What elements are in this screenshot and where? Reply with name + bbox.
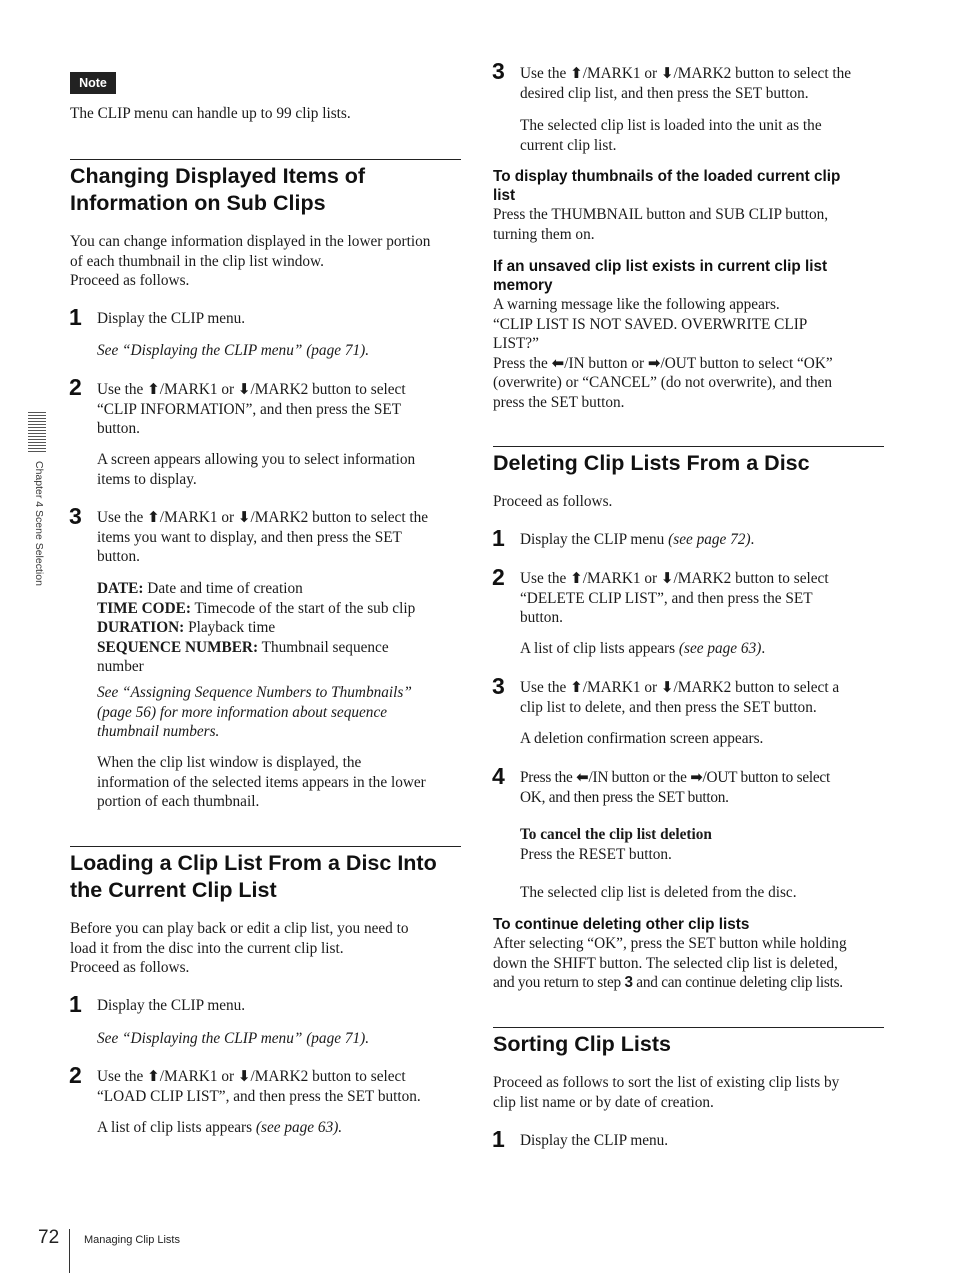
paragraph: After selecting “OK”, press the SET button while holding down the SHIFT button. The selected clip list is deleted, and you return to step 3 and can continue deleting clip lists.: [493, 935, 847, 991]
step-number: 3: [69, 503, 82, 529]
down-arrow-icon: ⬇: [237, 380, 251, 398]
section-title-loading-clip-list: Loading a Clip List From a Disc Into the Current Clip List: [70, 851, 437, 902]
footer-divider: [69, 1229, 70, 1273]
paragraph: Press the THUMBNAIL button and SUB CLIP button, turning them on.: [493, 206, 829, 243]
down-arrow-icon: ⬇: [660, 569, 674, 587]
step-number: 3: [492, 58, 505, 84]
step-text: Display the CLIP menu.: [520, 1132, 669, 1149]
section-intro: Proceed as follows.: [493, 493, 613, 510]
subheading-display-thumbnails: To display thumbnails of the loaded current clip list: [493, 168, 841, 204]
step-number: 1: [492, 1126, 505, 1152]
step-text: Use the ⬆/MARK1 or ⬇/MARK2 button to select “CLIP INFORMATION”, and then press the SET button.: [97, 380, 406, 437]
step-number: 2: [69, 374, 82, 400]
down-arrow-icon: ⬇: [660, 678, 674, 696]
step-result: A list of clip lists appears (see page 63).: [520, 640, 766, 657]
section-intro: You can change information displayed in the lower portion of each thumbnail in the clip list window. Proceed as follows.: [70, 233, 431, 289]
left-arrow-icon: ⬅: [576, 768, 589, 786]
section-title-sorting-clip-lists: Sorting Clip Lists: [493, 1032, 671, 1056]
step-number: 2: [492, 564, 505, 590]
step-number: 1: [69, 304, 82, 330]
step-text: Use the ⬆/MARK1 or ⬇/MARK2 button to select a clip list to delete, and then press the SET button.: [520, 678, 840, 716]
up-arrow-icon: ⬆: [570, 569, 583, 587]
section-title-changing-items: Changing Displayed Items of Information on Sub Clips: [70, 164, 366, 215]
paragraph: A warning message like the following appears. “CLIP LIST IS NOT SAVED. OVERWRITE CLIP LIST?” Press the ⬅/IN button or ➡/OUT button to select “OK” (overwrite) or “CANCEL” (do not overwrite), and then press the SET button.: [493, 296, 833, 411]
section-divider: [70, 846, 461, 847]
section-title-deleting-clip-lists: Deleting Clip Lists From a Disc: [493, 451, 810, 475]
left-arrow-icon: ⬅: [551, 353, 565, 372]
page-number: 72: [38, 1227, 60, 1248]
chapter-tab-marker: [28, 412, 46, 452]
step-result: The selected clip list is loaded into the unit as the current clip list.: [520, 117, 822, 154]
up-arrow-icon: ⬆: [147, 508, 160, 526]
cancel-note: To cancel the clip list deletion Press the RESET button.: [520, 826, 712, 863]
step-number: 2: [69, 1062, 82, 1088]
step-reference: See “Displaying the CLIP menu” (page 71).: [97, 342, 370, 359]
step-number: 1: [492, 525, 505, 551]
up-arrow-icon: ⬆: [570, 64, 583, 82]
step-text: Display the CLIP menu.: [97, 310, 246, 327]
step-number: 4: [492, 763, 505, 789]
up-arrow-icon: ⬆: [570, 678, 583, 696]
step-result: When the clip list window is displayed, the information of the selected items appears in the lower portion of each thumbnail.: [97, 754, 426, 810]
step-text: Use the ⬆/MARK1 or ⬇/MARK2 button to select the desired clip list, and then press the SET button.: [520, 64, 852, 102]
section-divider: [493, 1027, 884, 1028]
section-divider: [493, 446, 884, 447]
step-text: Display the CLIP menu (see page 72).: [520, 531, 755, 548]
note-badge: Note: [70, 72, 116, 94]
item-definitions: DATE: Date and time of creation TIME CODE: Timecode of the start of the sub clip DURATION: Playback time SEQUENCE NUMBER: Thumbnail sequence number: [97, 580, 416, 675]
subheading-unsaved-clip-list: If an unsaved clip list exists in current clip list memory: [493, 258, 828, 294]
section-intro: Proceed as follows to sort the list of existing clip lists by clip list name or by date of creation.: [493, 1074, 840, 1111]
step-text: Use the ⬆/MARK1 or ⬇/MARK2 button to select the items you want to display, and then press the SET button.: [97, 508, 429, 565]
subheading-continue-deleting: To continue deleting other clip lists: [493, 916, 750, 933]
footer-section-name: Managing Clip Lists: [84, 1234, 180, 1246]
up-arrow-icon: ⬆: [147, 1067, 160, 1085]
step-number: 3: [492, 673, 505, 699]
step-result: A deletion confirmation screen appears.: [520, 730, 764, 747]
down-arrow-icon: ⬇: [237, 508, 251, 526]
step-result: The selected clip list is deleted from the disc.: [520, 884, 797, 901]
up-arrow-icon: ⬆: [147, 380, 160, 398]
step-reference: See “Assigning Sequence Numbers to Thumbnails” (page 56) for more information about sequence thumbnail numbers.: [97, 684, 412, 740]
step-result: A screen appears allowing you to select information items to display.: [97, 451, 416, 488]
step-number: 1: [69, 991, 82, 1017]
right-arrow-icon: ➡: [647, 353, 661, 372]
step-text: Display the CLIP menu.: [97, 997, 246, 1014]
step-text: Use the ⬆/MARK1 or ⬇/MARK2 button to select “LOAD CLIP LIST”, and then press the SET button.: [97, 1067, 421, 1105]
section-intro: Before you can play back or edit a clip list, you need to load it from the disc into the current clip list. Proceed as follows.: [70, 920, 409, 976]
note-text: The CLIP menu can handle up to 99 clip lists.: [70, 105, 351, 122]
chapter-label: Chapter 4 Scene Selection: [33, 461, 45, 586]
step-result: A list of clip lists appears (see page 63).: [97, 1119, 343, 1136]
step-text: Use the ⬆/MARK1 or ⬇/MARK2 button to select “DELETE CLIP LIST”, and then press the SET button.: [520, 569, 829, 626]
step-text: Press the ⬅/IN button or the ➡/OUT button to select OK, and then press the SET button.: [520, 768, 830, 806]
step-reference: See “Displaying the CLIP menu” (page 71).: [97, 1030, 370, 1047]
right-arrow-icon: ➡: [690, 768, 703, 786]
down-arrow-icon: ⬇: [237, 1067, 251, 1085]
section-divider: [70, 159, 461, 160]
down-arrow-icon: ⬇: [660, 64, 674, 82]
